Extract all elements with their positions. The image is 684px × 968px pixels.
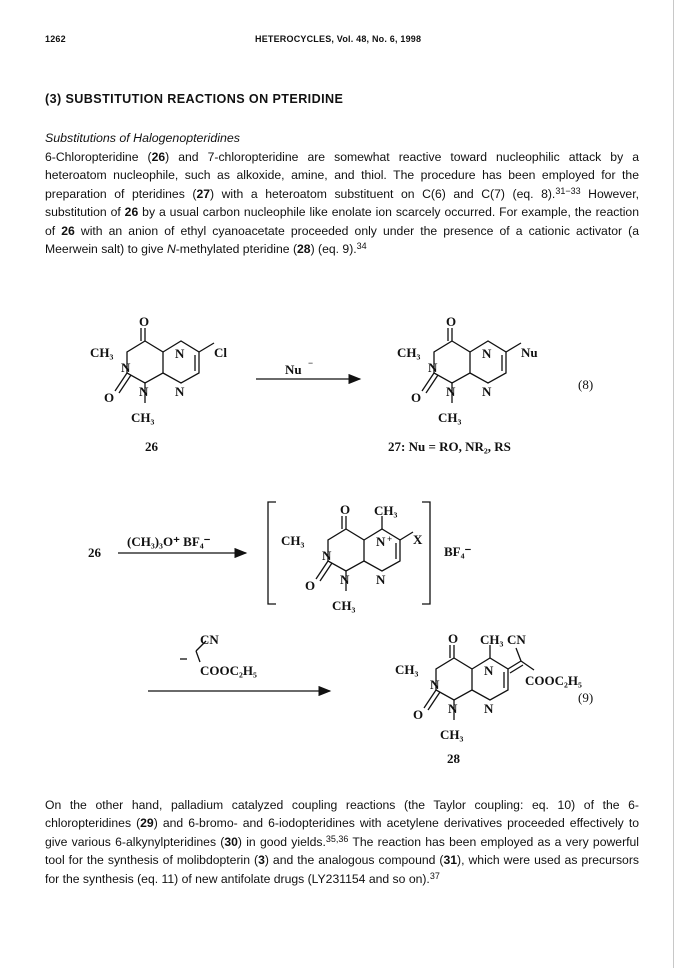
paragraph-halogenopteridines: 6-Chloropteridine (26) and 7-chloropteridine are somewhat reactive toward nucleophilic attack by a heteroatom nucleophile, such as alkoxide, amine, and thiol. The procedure has been employed for the preparation of pteridines (27) with a heteroatom substituent on C(6) and C(7) (eq. 8).$^{31-33}$ However, substitution of 26 by a usual carbon nucleophile like enolate ion scarcely occurred. For example, the reaction of 26 with an anion of ethyl cyanoacetate proceeded only under the presence of a cationic activator (a Meerwein salt) to give N-methylated pteridine (28) (eq. 9).$^{34}$ — [45, 150, 639, 257]
group-cn: CN — [507, 632, 526, 647]
equation-number-8: (8) — [578, 377, 594, 392]
atom-n: N — [340, 572, 350, 587]
structure-pteridinium-intermediate — [281, 502, 423, 613]
atom-o: O — [448, 631, 459, 646]
counter-ion-bf4: BF₄⁻ — [444, 544, 472, 559]
group-ch3: CH₃ — [281, 533, 305, 548]
atom-n: N — [482, 346, 492, 361]
section-title: (3) SUBSTITUTION REACTIONS ON PTERIDINE — [45, 92, 344, 106]
meerwein-step — [88, 534, 246, 560]
page-number: 1262 — [45, 34, 66, 44]
atom-o: O — [104, 390, 115, 405]
bracket-right — [422, 502, 430, 604]
atom-n: N — [428, 360, 438, 375]
citation: 34 — [356, 241, 367, 252]
citation: 31−33 — [555, 185, 581, 196]
group-ch3: CH₃ — [131, 410, 155, 425]
group-ester: COOC₂H₅ — [200, 663, 257, 678]
reagent-ethyl-cyanoacetate — [148, 632, 330, 691]
group-ch3: CH₃ — [397, 345, 421, 360]
atom-n: N — [175, 384, 185, 399]
group-ch3: CH₃ — [332, 598, 356, 613]
atom-o: O — [411, 390, 422, 405]
atom-n: N — [446, 384, 456, 399]
atom-o: O — [139, 314, 150, 329]
atom-o: O — [340, 502, 351, 517]
subsection-title: Substitutions of Halogenopteridines — [45, 131, 240, 145]
atom-o: O — [413, 707, 424, 722]
compound-ref: 3 — [258, 853, 265, 868]
compound-ref: 30 — [224, 834, 238, 849]
atom-x: X — [413, 532, 423, 547]
atom-n: N — [376, 572, 386, 587]
atom-n: N — [484, 701, 494, 716]
atom-n: N — [175, 346, 185, 361]
group-ch3: CH₃ — [440, 727, 464, 742]
group-ch3: CH₃ — [90, 345, 114, 360]
atom-n: N — [482, 384, 492, 399]
substituent-nu: Nu — [521, 345, 538, 360]
charge-minus: − — [308, 358, 314, 368]
atom-n: N — [322, 548, 332, 563]
compound-ref: 27 — [196, 186, 210, 201]
atom-n: N — [430, 677, 440, 692]
group-ch3: CH₃ — [438, 410, 462, 425]
charge-plus: + — [387, 534, 393, 544]
atom-n: N — [121, 360, 131, 375]
group-ch3: CH₃ — [480, 632, 504, 647]
compound-label-28: 28 — [447, 751, 460, 766]
structure-26 — [90, 314, 227, 454]
compound-label-27: 27: Nu = RO, NR₂, RS — [388, 439, 511, 454]
structure-28 — [395, 631, 582, 742]
compound-ref: 31 — [443, 853, 458, 868]
compound-ref: 26 — [124, 205, 139, 220]
reagent-arrow-eq8 — [256, 358, 360, 379]
compound-label-26: 26 — [145, 439, 158, 454]
group-ch3: CH₃ — [395, 662, 419, 677]
paragraph-taylor-coupling: On the other hand, palladium catalyzed coupling reactions (the Taylor coupling: eq. 10) of the 6-chloropteridines (29) and 6-bromo- and 6-iodopteridines with acetylene derivatives proceeded effectively to give various 6-alkynylpteridines (30) in good yields.$^{35,36}$ The reaction has been employed as a very powerful tool for the synthesis of molibdopterin (3) and the analogous compound (31), which were used as precursors for the synthesis (eq. 11) of new antifolate drugs (LY231154 and so on).$^{37}$ — [45, 798, 639, 886]
group-cn: CN — [200, 632, 219, 647]
atom-n: N — [139, 384, 149, 399]
reagent-meerwein-salt: (CH₃)₃O⁺ BF₄⁻ — [127, 534, 211, 549]
reagent-nucleophile: Nu — [285, 362, 302, 377]
atom-n: N — [484, 663, 494, 678]
group-ch3: CH₃ — [374, 503, 398, 518]
citation: 35,36 — [325, 833, 349, 844]
compound-ref: 28 — [297, 242, 311, 257]
bracket-left — [268, 502, 276, 604]
running-header: HETEROCYCLES, Vol. 48, No. 6, 1998 — [255, 34, 422, 44]
citation: 37 — [429, 870, 440, 881]
atom-o: O — [305, 578, 316, 593]
atom-o: O — [446, 314, 457, 329]
start-compound-26: 26 — [88, 545, 101, 560]
structure-27 — [397, 314, 538, 425]
atom-n: N — [448, 701, 458, 716]
atom-n-plus: N — [376, 534, 386, 549]
group-ester: COOC₂H₅ — [525, 673, 582, 688]
atom-cl: Cl — [214, 345, 227, 360]
compound-ref: 26 — [151, 150, 166, 164]
compound-ref: 26 — [61, 223, 75, 238]
compound-ref: 29 — [140, 816, 154, 831]
equation-number-9: (9) — [578, 690, 594, 705]
